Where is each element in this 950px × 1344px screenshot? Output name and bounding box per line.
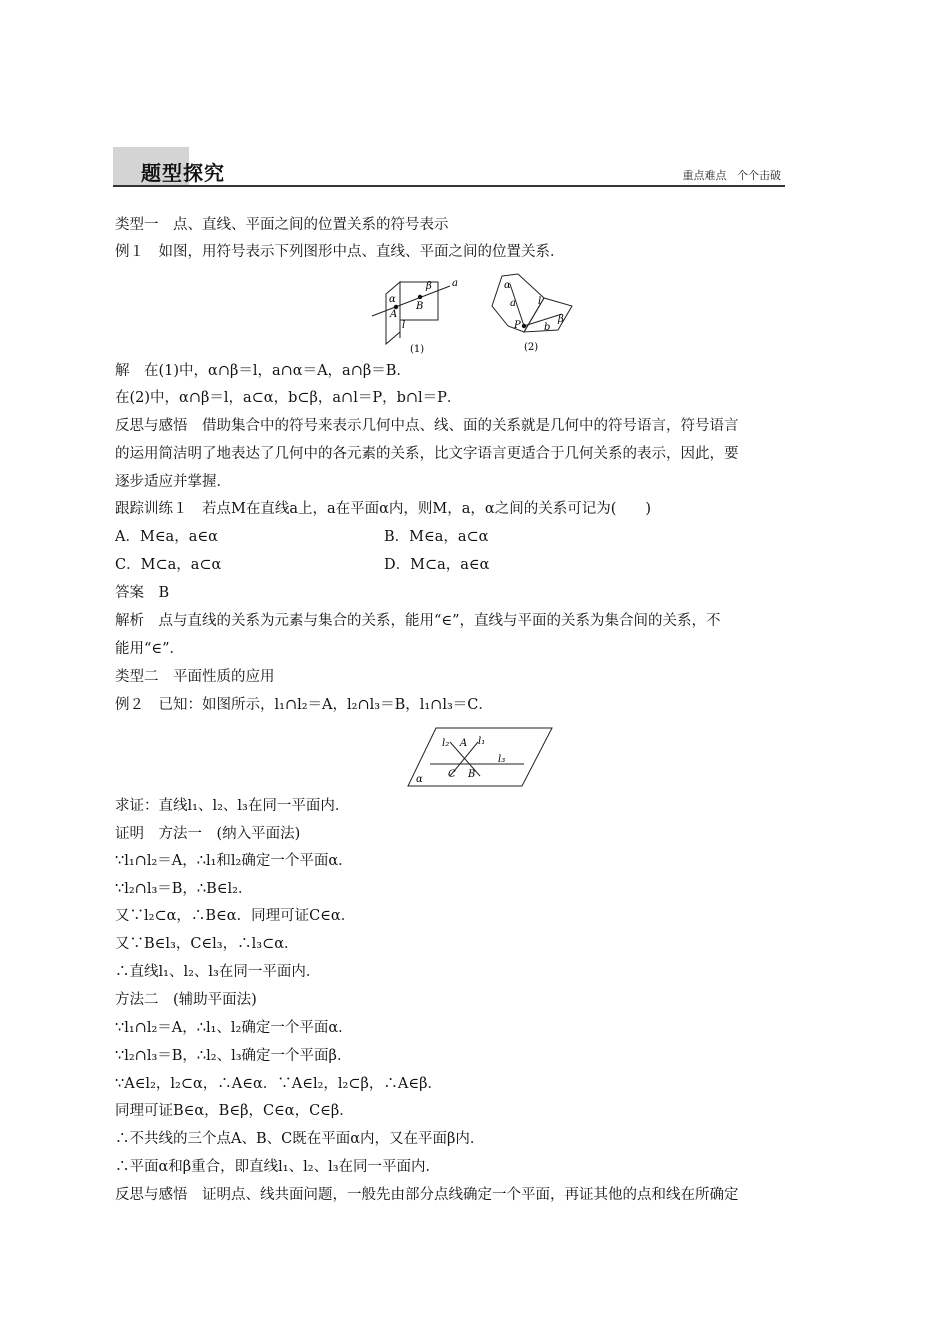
section-title: 题型探究 <box>141 161 225 185</box>
reflection-1-line-2: 的运用简洁明了地表达了几何中的各元素的关系，比文字语言更适合于几何关系的表示，因此，要 <box>115 446 739 462</box>
proof-2-step-1: ∵l₁∩l₂＝A，∴l₁、l₂确定一个平面α． <box>115 1020 353 1036</box>
figure-2 <box>488 270 580 356</box>
proof-1-step-3: 又∵l₂⊂α，∴B∈α．同理可证C∈α． <box>115 908 356 924</box>
option-d: D．M⊂a，a∈α <box>384 557 490 573</box>
solution-1: 解 在(1)中，α∩β＝l，a∩α＝A，a∩β＝B． <box>115 363 411 379</box>
figure-3-label-l3: l₃ <box>498 754 506 765</box>
figure-3 <box>406 724 556 790</box>
proof-1-step-4: 又∵B∈l₃，C∈l₃，∴l₃⊂α． <box>115 936 299 952</box>
example-2: 例２ 已知：如图所示，l₁∩l₂＝A，l₂∩l₃＝B，l₁∩l₃＝C． <box>115 697 493 713</box>
figure-2-caption: (2) <box>524 342 539 353</box>
option-a: A．M∈a，a∈α <box>115 529 218 545</box>
practice-1: 跟踪训练１ 若点M在直线a上，a在平面α内，则M，a，α之间的关系可记为( ) <box>115 501 652 517</box>
figure-2-label-alpha: α <box>504 280 511 291</box>
proof-method-2: 方法二 (辅助平面法) <box>115 992 257 1008</box>
figure-2-label-l: l <box>538 296 542 307</box>
figure-2-line-b <box>524 314 562 326</box>
header-rule <box>113 185 785 187</box>
analysis-line-2: 能用“∈”． <box>115 641 185 657</box>
figure-3-label-C: C <box>448 769 456 780</box>
example-1: 例１ 如图，用符号表示下列图形中点、直线、平面之间的位置关系． <box>115 244 565 260</box>
solution-2: 在(2)中，α∩β＝l，a⊂α，b⊂β，a∩l＝P，b∩l＝P． <box>115 390 462 406</box>
type-one-heading: 类型一 点、直线、平面之间的位置关系的符号表示 <box>115 217 449 233</box>
figure-3-label-B: B <box>468 769 476 780</box>
section-header <box>113 147 785 187</box>
figure-3-label-alpha: α <box>416 774 423 785</box>
figure-3-label-l2: l₂ <box>442 738 450 749</box>
figure-3-label-l1: l₁ <box>478 736 486 747</box>
figure-1-label-B: B <box>416 301 424 312</box>
proof-2-step-2: ∵l₂∩l₃＝B，∴l₂、l₃确定一个平面β． <box>115 1048 352 1064</box>
figure-2-label-P: P <box>514 320 521 331</box>
proof-2-step-3: ∵A∈l₂，l₂⊂α，∴A∈α．∵A∈l₂，l₂⊂β，∴A∈β． <box>115 1076 442 1092</box>
figure-2-point-P <box>522 324 526 328</box>
reflection-1-line-1: 反思与感悟 借助集合中的符号来表示几何中点、线、面的关系就是几何中的符号语言，符号语言 <box>115 418 739 434</box>
type-two-heading: 类型二 平面性质的应用 <box>115 669 275 685</box>
figure-2-label-beta: β <box>558 314 564 325</box>
proof-2-conclusion: ∴平面α和β重合，即直线l₁、l₂、l₃在同一平面内． <box>115 1159 441 1175</box>
figure-1-caption: (1) <box>410 344 425 355</box>
reflection-2-line-1: 反思与感悟 证明点、线共面问题，一般先由部分点线确定一个平面，再证其他的点和线在所确定 <box>115 1187 739 1203</box>
figure-2-label-b: b <box>544 322 551 333</box>
answer: 答案 B <box>115 585 170 601</box>
figure-3-label-A: A <box>460 738 468 749</box>
figure-1 <box>368 272 472 356</box>
figure-1-label-beta: β <box>426 281 432 292</box>
figure-1-label-a: a <box>452 278 458 289</box>
proof-1-step-2: ∵l₂∩l₃＝B，∴B∈l₂． <box>115 881 253 897</box>
proof-method-1: 证明 方法一 (纳入平面法) <box>115 826 301 842</box>
proof-1-step-1: ∵l₁∩l₂＝A，∴l₁和l₂确定一个平面α． <box>115 853 353 869</box>
figure-1-label-A: A <box>390 309 398 320</box>
analysis-line-1: 解析 点与直线的关系为元素与集合的关系，能用“∈”，直线与平面的关系为集合间的关系，不 <box>115 613 721 629</box>
prove-statement: 求证：直线l₁、l₂、l₃在同一平面内． <box>115 798 350 814</box>
proof-2-step-4: 同理可证B∈α，B∈β，C∈α，C∈β． <box>115 1103 354 1119</box>
figure-2-label-a: a <box>510 298 516 309</box>
reflection-1-line-3: 逐步适应并掌握． <box>115 474 231 490</box>
proof-2-step-5: ∴不共线的三个点A、B、C既在平面α内，又在平面β内． <box>115 1131 485 1147</box>
figure-1-label-l: l <box>402 320 406 331</box>
option-b: B．M∈a，a⊂α <box>384 529 489 545</box>
option-c: C．M⊂a，a⊂α <box>115 557 222 573</box>
figure-1-label-alpha: α <box>389 294 396 305</box>
figure-1-point-B <box>418 295 422 299</box>
section-subtitle: 重点难点 个个击破 <box>682 169 781 182</box>
proof-1-conclusion: ∴直线l₁、l₂、l₃在同一平面内． <box>115 964 321 980</box>
